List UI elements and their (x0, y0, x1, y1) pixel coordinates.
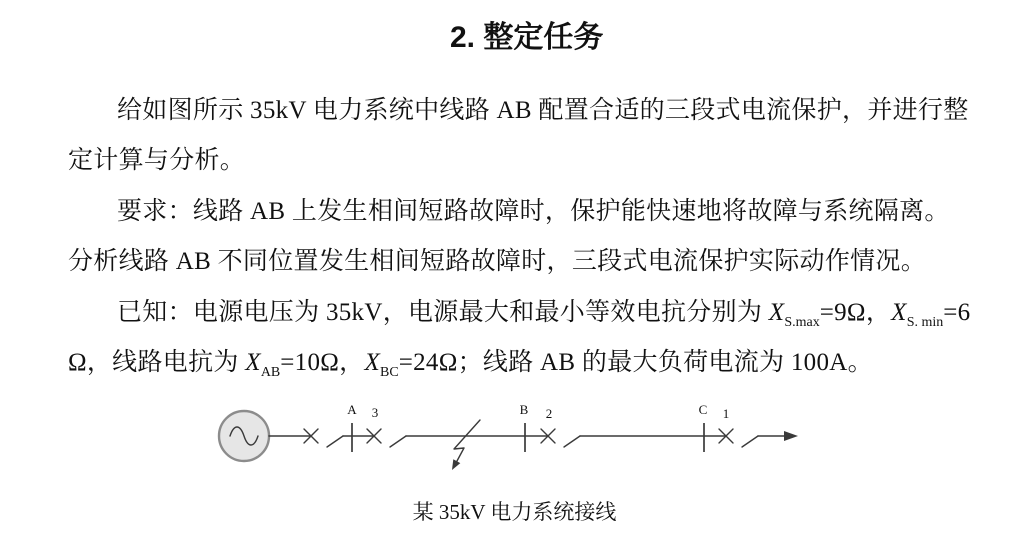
known-data-lead: 已知：电源电压为 35kV，电源最大和最小等效电抗分别为 (117, 298, 769, 326)
x-ab-symbol: X (245, 348, 261, 376)
protection-label-3: 3 (371, 405, 379, 420)
breaker-contact (742, 436, 758, 447)
breaker-contact (564, 436, 580, 447)
fault-bolt (454, 420, 480, 461)
task-paragraph-line-2: 定计算与分析。 (68, 147, 246, 175)
bus-label-a: A (347, 402, 357, 417)
known-data-line-1 (68, 288, 971, 338)
known-data-line-2 (68, 338, 968, 388)
protection-label-2: 2 (545, 406, 553, 421)
xs-min-subscript: S. min (906, 314, 944, 330)
requirement-paragraph-line-2: 分析线路 AB 不同位置发生相间短路故障时，三段式电流保护实际动作情况。 (68, 248, 927, 276)
load-arrowhead-icon (784, 431, 798, 441)
generator-breaker (304, 429, 343, 447)
xs-max-subscript: S.max (784, 314, 820, 330)
x-bc-value: =24Ω； (398, 348, 483, 376)
xs-max-symbol: X (768, 298, 785, 326)
breaker-contact (327, 436, 343, 447)
protection-label-1: 1 (722, 406, 730, 421)
breaker-2 (541, 429, 580, 447)
bus-label-b: B (519, 402, 529, 417)
document-body (68, 86, 971, 388)
x-bc-symbol: X (364, 348, 381, 376)
max-load-current-text: 线路 AB 的最大负荷电流为 100A。 (482, 348, 873, 376)
xs-min-symbol: X (891, 298, 907, 326)
known-data-line2-lead: Ω，线路电抗为 (68, 348, 246, 376)
breaker-contact (390, 436, 406, 447)
breaker-1 (719, 429, 758, 447)
power-system-wiring-diagram (0, 392, 1029, 476)
task-paragraph-line-1: 给如图所示 35kV 电力系统中线路 AB 配置合适的三段式电流保护，并进行整 (117, 97, 969, 124)
section-heading: 2. 整定任务 (450, 21, 604, 54)
figure-caption: 某 35kV 电力系统接线 (412, 500, 617, 524)
generator (219, 411, 269, 461)
requirement-paragraph-line-1: 要求：线路 AB 上发生相间短路故障时，保护能快速地将故障与系统隔离。 (117, 197, 950, 225)
x-bc-subscript: BC (380, 364, 399, 380)
breaker-3 (367, 429, 406, 447)
short-circuit-fault-symbol (452, 420, 480, 470)
x-ab-subscript: AB (260, 364, 281, 380)
x-ab-value: =10Ω， (280, 348, 365, 376)
xs-min-value: =6 (943, 298, 971, 326)
bus-label-c: C (698, 402, 708, 417)
fault-arrowhead (452, 459, 460, 470)
xs-max-value: =9Ω， (819, 298, 892, 326)
